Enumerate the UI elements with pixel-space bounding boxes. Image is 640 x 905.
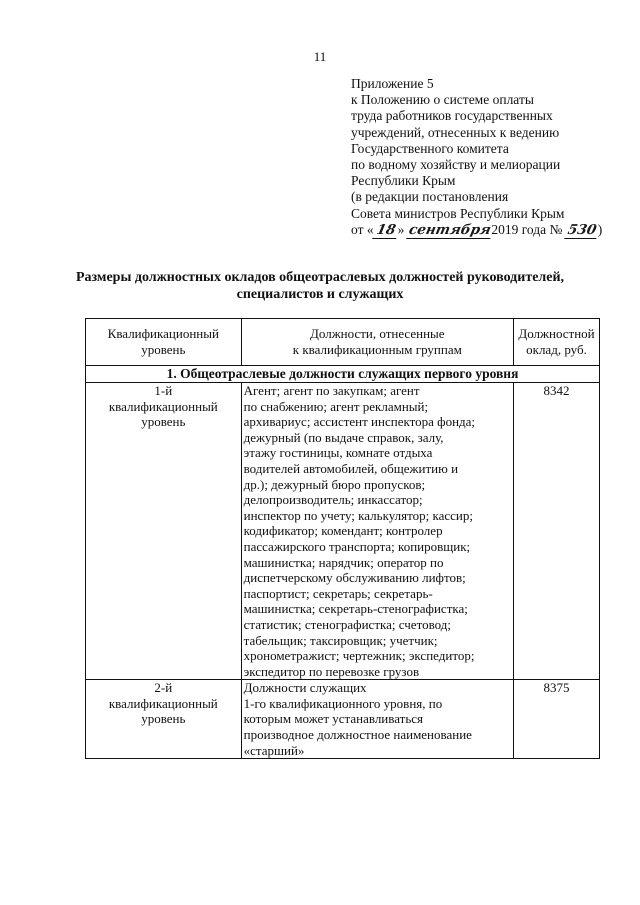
positions-line: экспедитор по перевозке грузов — [243, 663, 420, 679]
positions-line: табельщик; таксировщик; учетчик; — [243, 632, 438, 648]
positions-line: архивариус; ассистент инспектора фонда; — [243, 414, 476, 430]
appendix-line: Совета министров Республики Крым — [351, 205, 565, 221]
positions-line: которым может устанавливаться — [243, 711, 424, 727]
positions-line: кодификатор; комендант; контролер — [243, 523, 443, 539]
level-cell — [86, 383, 242, 680]
positions-line: по снабжению; агент рекламный; — [243, 398, 429, 414]
header-text: Должности, отнесенные — [310, 326, 445, 342]
appendix-line: Приложение 5 — [351, 76, 434, 91]
header-text: оклад, руб. — [526, 342, 587, 357]
level-cell — [86, 680, 242, 759]
positions-line: хронометражист; чертежник; экспедитор; — [243, 648, 475, 664]
section-row — [86, 366, 600, 383]
appendix-line: Республики Крым — [351, 173, 456, 189]
header-text: к квалификационным группам — [292, 342, 462, 357]
header-positions — [241, 319, 513, 366]
appendix-line: Государственного комитета — [351, 140, 509, 156]
appendix-line: по водному хозяйству и мелиорации — [351, 157, 561, 173]
page-number: 11 — [313, 49, 327, 64]
document-title — [30, 270, 610, 303]
positions-line: инспектор по учету; калькулятор; кассир; — [243, 507, 473, 523]
date-mid: » — [397, 221, 405, 237]
positions-cell — [241, 383, 513, 680]
appendix-date-line — [351, 222, 621, 239]
positions-line: др.); дежурный бюро пропусков; — [243, 476, 426, 492]
header-text: Квалификационный — [107, 326, 219, 342]
appendix-block — [351, 76, 621, 239]
positions-line: производное должностное наименование — [243, 727, 472, 743]
handwritten-month: сентября — [407, 221, 493, 238]
positions-line: дежурный (по выдаче справок, залу, — [243, 429, 444, 445]
positions-line: этажу гостиницы, комнате отдыха — [243, 445, 433, 461]
positions-line: статистик; стенографистка; счетовод; — [243, 616, 451, 632]
header-text: уровень — [141, 342, 186, 357]
salary-table — [85, 318, 600, 759]
document-title-line: Размеры должностных окладов общеотраслевых должностей руководителей, — [75, 270, 565, 285]
positions-line: машинистка; секретарь-стенографистка; — [243, 601, 468, 617]
appendix-line: к Положению о системе оплаты — [351, 92, 534, 108]
positions-line: машинистка; нарядчик; оператор по — [243, 554, 444, 570]
level-text: 2-й — [154, 680, 173, 696]
handwritten-day: 18 — [372, 222, 400, 239]
appendix-line: учреждений, отнесенных к ведению — [351, 124, 560, 140]
header-text: Должностной — [518, 326, 595, 342]
handwritten-doc-number: 530 — [564, 222, 600, 239]
header-salary — [513, 319, 599, 366]
positions-line: Должности служащих — [243, 680, 367, 696]
date-suffix: ) — [597, 221, 603, 237]
positions-line: «старший» — [243, 742, 305, 758]
date-prefix: от « — [351, 221, 374, 237]
table-row — [86, 680, 600, 759]
level-text: уровень — [141, 414, 186, 430]
salary-cell: 8375 — [513, 680, 599, 759]
level-text: 1-й — [154, 383, 173, 398]
salary-cell: 8342 — [513, 383, 599, 680]
table-row — [86, 383, 600, 680]
positions-line: делопроизводитель; инкассатор; — [243, 492, 423, 508]
appendix-line: (в редакции постановления — [351, 189, 509, 205]
positions-line: пассажирского транспорта; копировщик; — [243, 538, 471, 554]
table-header-row — [86, 319, 600, 366]
level-text: квалификационный — [108, 398, 218, 414]
positions-line: паспортист; секретарь; секретарь- — [243, 585, 433, 601]
date-year: 2019 года № — [491, 221, 563, 237]
section-title: 1. Общеотраслевые должности служащих первого уровня — [86, 366, 600, 383]
document-title-line: специалистов и служащих — [236, 286, 404, 302]
positions-line: Агент; агент по закупкам; агент — [243, 383, 420, 398]
level-text: уровень — [141, 711, 186, 727]
positions-line: водителей автомобилей, общежитию и — [243, 460, 459, 476]
positions-line: 1-го квалификационного уровня, по — [243, 695, 443, 711]
level-text: квалификационный — [108, 695, 218, 711]
positions-line: диспетчерскому обслуживанию лифтов; — [243, 570, 466, 586]
header-level — [86, 319, 242, 366]
appendix-line: труда работников государственных — [351, 108, 553, 124]
positions-cell — [241, 680, 513, 759]
